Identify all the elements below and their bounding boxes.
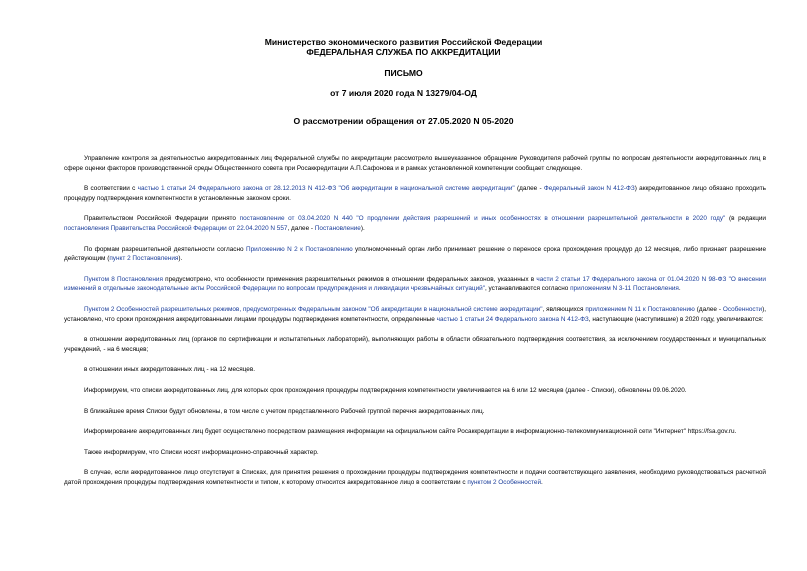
- text: ) аккредитованное лицо обязано проходить процедуру подтверждения компетентности в установленные законом сроки.: [64, 185, 766, 202]
- document-date-number: от 7 июля 2020 года N 13279/04-ОД: [330, 88, 477, 98]
- ministry-title: Министерство экономического развития Российской Федерации: [264, 37, 543, 47]
- appendix-link[interactable]: приложением N 11 к Постановлению: [585, 305, 695, 313]
- text: , наступающие (наступившие) в 2020 году, увеличиваются:: [588, 315, 764, 323]
- text: уполномоченный орган либо принимает решение о переносе срока прохождения процедур до 12 месяцев, либо признает разрешение действующим (: [64, 245, 766, 263]
- text: В случае, если аккредитованное лицо отсутствует в Списках, для принятия решения о прохождении процедуры подтверждения компетентности и подачи соответствующего заявления, необходимо руководствоваться расчетной датой прохождения процедуры подтверждения компетентности и типом, к которому относится аккредитованное лицо в соответствии с: [64, 469, 766, 486]
- paragraph-6: [64, 305, 766, 324]
- text: Правительством Российской Федерации принято: [84, 215, 240, 223]
- clause-link[interactable]: пунктом 2 Особенностей: [467, 478, 542, 486]
- paragraph-10: В ближайшее время Списки будут обновлены, в том числе с учетом представленного Рабочей группой перечня аккредитованных лиц.: [84, 407, 485, 415]
- features-link[interactable]: Особенности: [722, 305, 763, 313]
- paragraph-7: в отношении аккредитованных лиц (органов по сертификации и испытательных лабораторий), выполняющих работы в области обязательного подтверждения соответствия, за исключением государственных и муниципальных учреждений, - на 6 месяцев;: [64, 336, 766, 353]
- law-link[interactable]: части 2 статьи 17 Федерального закона от 01.04.2020 N 98-ФЗ "О внесении изменений в отдельные законодательные акты Российской Федерации по вопросам предупреждения и ликвидации чрезвычайных ситуаций": [64, 275, 766, 293]
- paragraph-9: Информируем, что списки аккредитованных лиц, для которых срок прохождения процедуры подтверждения компетентности увеличивается на 6 или 12 месяцев (далее - Списки), обновлены 09.06.2020.: [84, 386, 687, 394]
- paragraph-2: [64, 184, 766, 203]
- paragraph-1: Управление контроля за деятельностью аккредитованных лиц Федеральной службы по аккредитации рассмотрело вышеуказанное обращение Руководителя рабочей группы по вопросам деятельности аккредитованных лиц в сфере оценки факторов производственной среды Общественного совета при Росаккредитации А.П.Сафонова и в рамках установленной компетенции сообщает следующее.: [64, 155, 766, 172]
- text: .: [678, 285, 681, 293]
- text: .: [541, 478, 543, 486]
- appendix-link[interactable]: приложениям N 3-11 Постановления: [570, 285, 679, 293]
- law-link[interactable]: частью 1 статьи 24 Федерального закона от 28.12.2013 N 412-ФЗ "Об аккредитации в национальной системе аккредитации": [137, 185, 515, 193]
- clause-link[interactable]: пункт 2 Постановления: [109, 255, 179, 263]
- service-title: ФЕДЕРАЛЬНАЯ СЛУЖБА ПО АККРЕДИТАЦИИ: [306, 47, 501, 57]
- resolution-link[interactable]: постановления Правительства Российской Федерации от 22.04.2020 N 557: [64, 224, 288, 232]
- document-body: [64, 154, 766, 487]
- law-link[interactable]: Федеральный закон N 412-ФЗ: [543, 185, 635, 193]
- paragraph-13: [64, 468, 766, 487]
- text: ).: [360, 224, 365, 232]
- law-link[interactable]: частью 1 статьи 24 Федерального закона N 412-ФЗ: [436, 315, 589, 323]
- text: ).: [178, 255, 183, 263]
- paragraph-8: в отношении иных аккредитованных лиц - на 12 месяцев.: [84, 366, 256, 374]
- text: По формам разрешительной деятельности согласно: [84, 245, 246, 253]
- text: (в редакции: [725, 215, 766, 223]
- text: В соответствии с: [84, 185, 138, 193]
- resolution-link[interactable]: постановление от 03.04.2020 N 440 "О продлении действия разрешений и иных особенностях в отношении разрешительной деятельности в 2020 году": [239, 215, 726, 223]
- clause-link[interactable]: Пунктом 2 Особенностей разрешительных режимов, предусмотренных Федеральным законом "Об аккредитации в национальной системе аккредитации": [84, 305, 543, 313]
- clause-link[interactable]: Пунктом 8 Постановления: [84, 275, 163, 283]
- text: предусмотрено, что особенности применения разрешительных режимов в отношении федеральных законов, указанных в: [162, 275, 537, 283]
- document-subject: О рассмотрении обращения от 27.05.2020 N 05-2020: [293, 116, 514, 126]
- text: ), установлено, что сроки прохождения аккредитованными лицами процедуры подтверждения компетентности, определенные: [64, 305, 767, 323]
- text: , устанавливаются согласно: [484, 285, 571, 293]
- paragraph-4: [64, 245, 766, 264]
- document-type: ПИСЬМО: [384, 68, 423, 78]
- text: (далее -: [694, 305, 723, 313]
- appendix-link[interactable]: Приложению N 2 к Постановлению: [246, 245, 353, 253]
- resolution-link[interactable]: Постановление: [314, 224, 361, 232]
- paragraph-11: Информирование аккредитованных лиц будет осуществлено посредством размещения информации на официальном сайте Росаккредитации в информационно-телекоммуникационной сети "Интернет" https://fsa.gov.ru.: [84, 428, 737, 436]
- text: , являющихся: [542, 305, 586, 313]
- paragraph-12: Также информируем, что Списки носят информационно-справочный характер.: [84, 448, 319, 456]
- paragraph-5: [64, 275, 766, 294]
- text: , далее -: [287, 224, 315, 232]
- text: (далее -: [514, 185, 544, 193]
- paragraph-3: [64, 214, 766, 233]
